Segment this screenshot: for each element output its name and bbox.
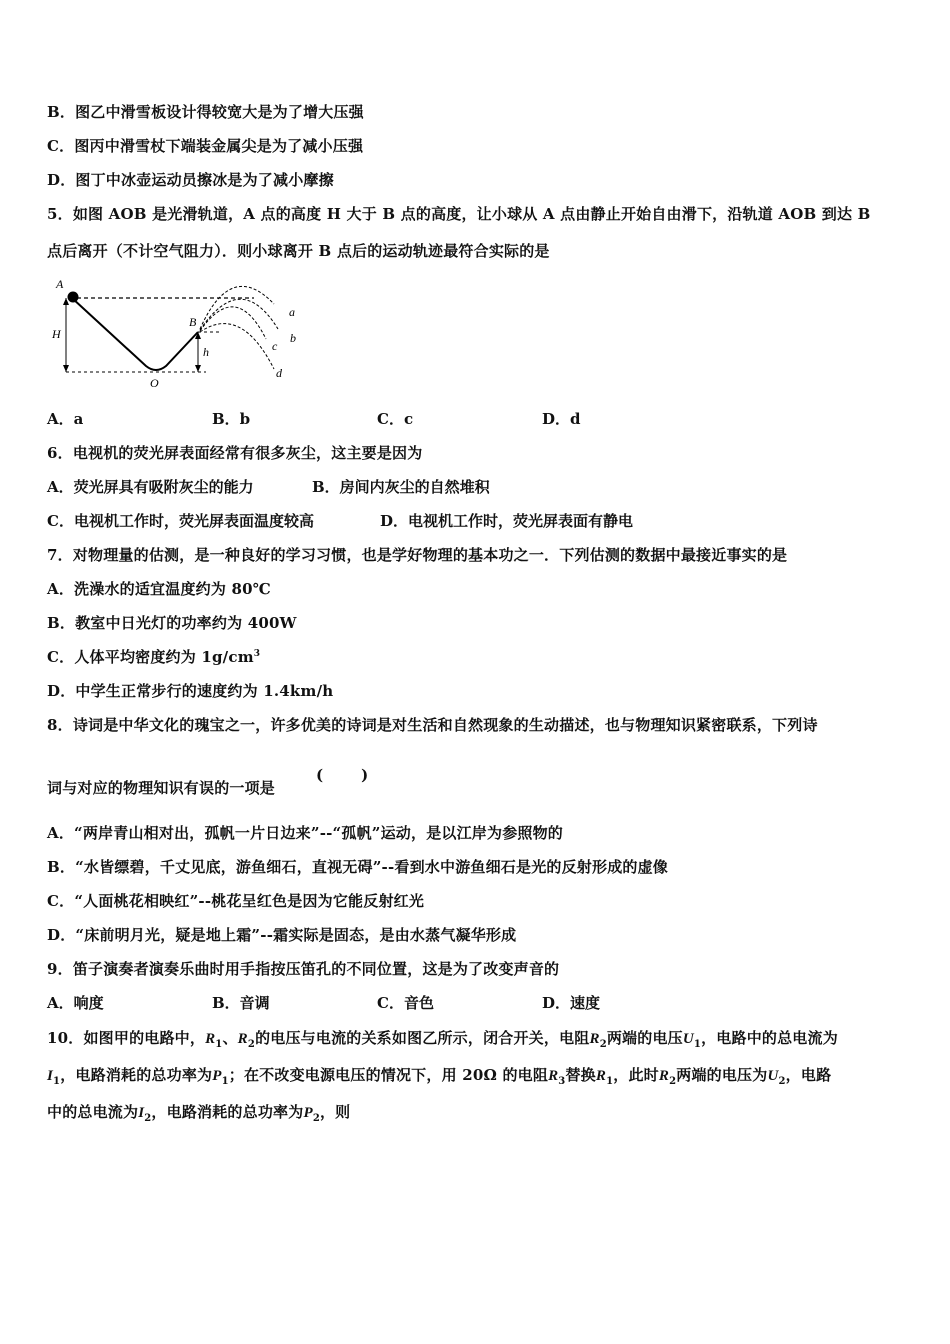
ball-icon xyxy=(68,292,79,303)
q9-option-b: B．音调 xyxy=(212,994,270,1012)
label-curve-b: b xyxy=(290,331,296,345)
q8-option-a: A．“两岸青山相对出，孤帆一片日边来”--“孤帆”运动，是以江岸为参照物的 xyxy=(47,824,564,842)
label-b-point: B xyxy=(189,315,197,329)
answer-blank: ( ) xyxy=(316,766,369,784)
q9-option-d: D．速度 xyxy=(542,994,601,1012)
q7-option-c xyxy=(47,648,260,666)
q7-option-b: B．教室中日光灯的功率约为 400W xyxy=(47,614,297,632)
q7-option-c-sup: 3 xyxy=(253,649,261,659)
q8-option-c: C．“人面桃花相映红”--桃花呈红色是因为它能反射红光 xyxy=(47,892,425,910)
q5-option-d: D．d xyxy=(542,410,581,428)
option-c-skipole: C．图丙中滑雪杖下端装金属尖是为了减小压强 xyxy=(47,137,364,155)
question-5-stem-line1: 5．如图 AOB 是光滑轨道，A 点的高度 H 大于 B 点的高度，让小球从 A 点由静止开始自由滑下，沿轨道 AOB 到达 B xyxy=(47,205,871,223)
question-7-stem: 7．对物理量的估测，是一种良好的学习习惯，也是学好物理的基本功之一．下列估测的数据中最接近事实的是 xyxy=(47,546,788,564)
q7-option-d: D．中学生正常步行的速度约为 1.4km/h xyxy=(47,682,334,700)
question-6-stem: 6．电视机的荧光屏表面经常有很多灰尘，这主要是因为 xyxy=(47,444,423,462)
q6-option-d: D．电视机工作时，荧光屏表面有静电 xyxy=(380,512,634,530)
track-aob xyxy=(72,298,198,370)
label-height-h: h xyxy=(203,345,209,359)
label-curve-d: d xyxy=(276,366,282,380)
q6-option-b: B．房间内灰尘的自然堆积 xyxy=(312,478,490,496)
track-diagram xyxy=(46,274,316,394)
question-5-stem-line2: 点后离开（不计空气阻力）．则小球离开 B 点后的运动轨迹最符合实际的是 xyxy=(47,242,550,260)
trajectory-d xyxy=(200,324,274,369)
question-8-stem-line1: 8．诗词是中华文化的瑰宝之一，许多优美的诗词是对生活和自然现象的生动描述，也与物理知识紧密联系，下列诗 xyxy=(47,716,818,734)
label-curve-a: a xyxy=(289,305,295,319)
question-9-stem: 9．笛子演奏者演奏乐曲时用手指按压笛孔的不同位置，这是为了改变声音的 xyxy=(47,960,560,978)
q8-option-b: B．“水皆缥碧，千丈见底，游鱼细石，直视无碍”--看到水中游鱼细石是光的反射形成的虚像 xyxy=(47,858,668,876)
question-10-line2: $I_1$，电路消耗的总功率为$P_1$；在不改变电源电压的情况下，用 20Ω 的电阻$R_3$替换$R_1$，此时$R_2$两端的电压为$U_2$，电路 xyxy=(47,1066,832,1087)
label-a-point: A xyxy=(56,277,64,291)
trajectory-b xyxy=(200,299,278,330)
label-height-H: H xyxy=(52,327,61,341)
q9-option-c: C．音色 xyxy=(377,994,434,1012)
label-o-point: O xyxy=(150,376,159,390)
q8-option-d: D．“床前明月光，疑是地上霜”--霜实际是固态，是由水蒸气凝华形成 xyxy=(47,926,517,944)
q5-option-c: C．c xyxy=(377,410,414,428)
question-10-line3: 中的总电流为$I_2$，电路消耗的总功率为$P_2$，则 xyxy=(47,1103,351,1124)
option-b-skiboard: B．图乙中滑雪板设计得较宽大是为了增大压强 xyxy=(47,103,364,121)
label-curve-c: c xyxy=(272,339,278,353)
q6-option-a: A．荧光屏具有吸附灰尘的能力 xyxy=(47,478,254,496)
q7-option-a: A．洗澡水的适宜温度约为 80℃ xyxy=(47,580,271,598)
q9-option-a: A．响度 xyxy=(47,994,104,1012)
q7-option-c-text: C．人体平均密度约为 1g/cm xyxy=(47,648,254,666)
question-10-line1: 10．如图甲的电路中，$R_1$、$R_2$的电压与电流的关系如图乙所示，闭合开关，电阻$R_2$两端的电压$U_1$，电路中的总电流为 xyxy=(47,1029,838,1050)
q6-option-c: C．电视机工作时，荧光屏表面温度较高 xyxy=(47,512,314,530)
question-8-stem-line2: 词与对应的物理知识有误的一项是 xyxy=(47,779,276,797)
q5-option-b: B．b xyxy=(212,410,251,428)
trajectory-c xyxy=(200,307,266,339)
q5-option-a: A．a xyxy=(47,410,84,428)
option-d-curling: D．图丁中冰壶运动员擦冰是为了减小摩擦 xyxy=(47,171,334,189)
